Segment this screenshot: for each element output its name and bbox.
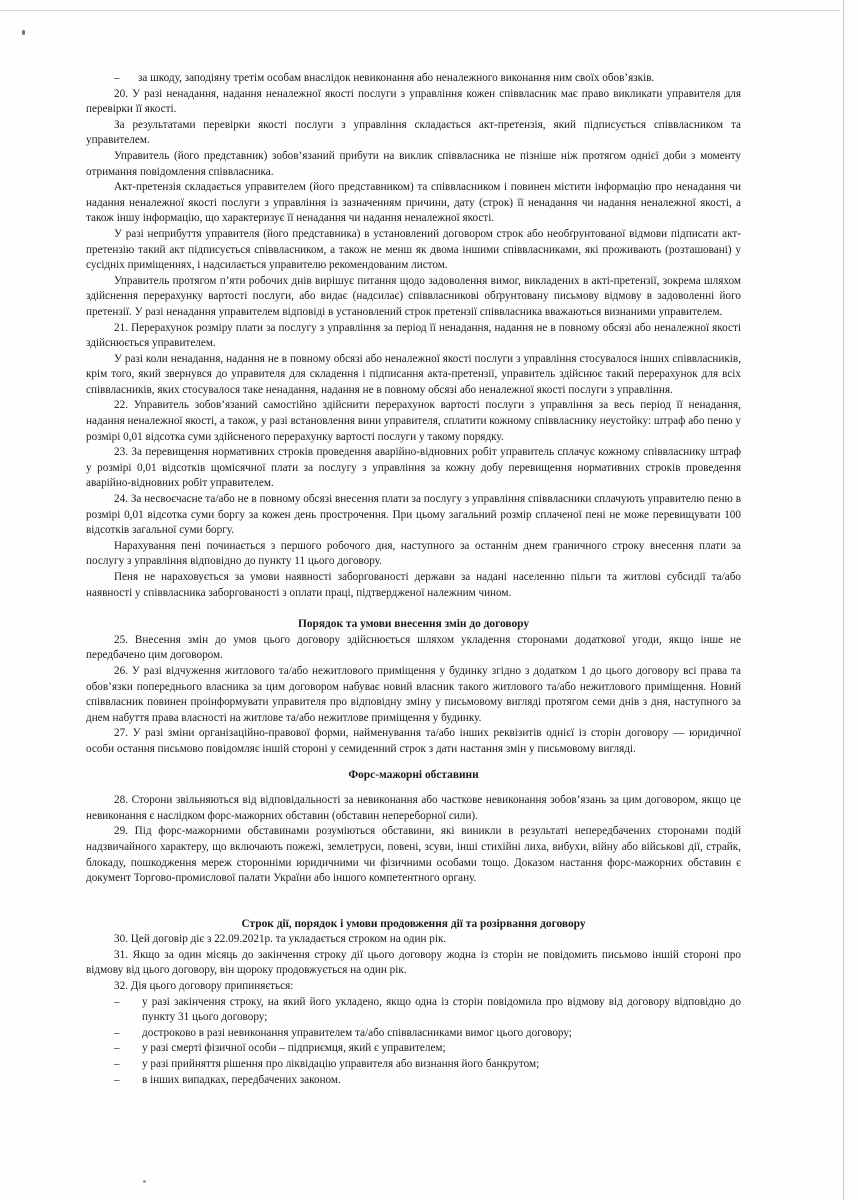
list-item: [86, 1041, 741, 1057]
list-item: [86, 995, 741, 1026]
paragraph: 24. За несвоєчасне та/або не в повному обсязі внесення плати за послугу з управління співвласники сплачують управителю пеню в розмірі 0,01 відсотка суми боргу за кожен день прострочення. При цьому загальний розмір сплаченої пені не може перевищувати 100 відсотків загальної суми боргу.: [86, 493, 741, 537]
list-item-text: за шкоду, заподіяну третім особам внаслідок невиконання або неналежного виконання ним своїх обов’язків.: [138, 72, 655, 84]
section-heading: Порядок та умови внесення змін до договору: [297, 618, 530, 631]
paragraph: Нарахування пені починається з першого робочого дня, наступного за останнім днем граничного строку внесення плати за послугу з управління відповідно до пункту 11 цього договору.: [86, 539, 741, 568]
paragraph: 28. Сторони звільняються від відповідальності за невиконання або часткове невиконання зобов’язань за цим договором, якщо це невиконання є наслідком форс-мажорних обставин (обставин непереборної сили).: [86, 794, 741, 822]
section-heading: Строк дії, порядок і умови продовження дії та розірвання договору: [241, 917, 586, 930]
list-dash: –: [114, 1058, 120, 1071]
list-item-text: у разі прийняття рішення про ліквідацію управителя або визнання його банкрутом;: [142, 1058, 540, 1071]
page-edge-right: [843, 0, 844, 1200]
paragraph: 20. У разі ненадання, надання неналежної якості послуги з управління кожен співвласник має право викликати управителя для перевірки її якості.: [86, 87, 741, 116]
spacer: [86, 758, 741, 768]
paragraph: За результатами перевірки якості послуги з управління складається акт-претензія, який підписується співвласником та управителем.: [86, 118, 741, 147]
list-item-text: у разі смерті фізичної особи – підприємця, який є управителем;: [142, 1042, 446, 1055]
paragraph: 23. За перевищення нормативних строків проведення аварійно-відновних робіт управитель сплачує кожному співвласнику штраф у розмірі 0,01 відсотків щомісячної плати за послугу з управління за кожну добу перевищення нормативних строків проведення аварійно-відновних робіт управителем.: [86, 446, 741, 490]
paragraph: 32. Дія цього договору припиняється:: [114, 980, 294, 993]
list-item-text: у разі закінчення строку, на який його укладено, якщо одна із сторін повідомила про відмову від договору відповідно до пункту 31 цього договору;: [142, 995, 741, 1024]
list-item: [86, 1026, 741, 1042]
document-body: [86, 71, 741, 1088]
paragraph: 21. Перерахунок розміру плати за послугу з управління за період її ненадання, надання не в повному обсязі або неналежної якості здійснюється управителем.: [86, 321, 741, 350]
page-edge-top: [0, 10, 840, 11]
paragraph: Управитель (його представник) зобов’язаний прибути на виклик співвласника не пізніше ніж протягом однієї доби з моменту отримання повідомлення співвласника.: [86, 149, 741, 178]
scan-mark: [22, 30, 25, 35]
paragraph: Управитель протягом п’яти робочих днів вирішує питання щодо задоволення вимог, викладених в акті-претензії, зокрема шляхом здійснення перерахунку вартості послуги, або видає (надсилає) співвласникові обґрунтовану письмову відмову в задоволенні його претензії. У разі ненадання управителем відповіді в установлений строк претензії співвласника вважаються визнаними управителем.: [86, 274, 741, 318]
list-dash: –: [114, 1026, 120, 1039]
scan-dot: [143, 1180, 146, 1183]
paragraph: 26. У разі відчуження житлового та/або нежитлового приміщення у будинку згідно з додатком 1 до цього договору всі права та обов’язки попереднього власника за цим договором набуває новий власник такого житлового та/або нежитлового приміщення. Новий співвласник повинен проінформувати управителя про відповідну зміну у письмовому вигляді протягом семи днів з дня, наступного за днем набуття права власності на житлове та/або нежитлове приміщення у будинку.: [86, 664, 741, 724]
list-item: [86, 1073, 741, 1089]
list-dash: –: [114, 72, 120, 84]
list-item-text: достроково в разі невиконання управителем та/або співвласниками вимог цього договору;: [142, 1026, 572, 1039]
paragraph: 22. Управитель зобов’язаний самостійно здійснити перерахунок вартості послуги з управління за весь період її ненадання, надання неналежної якості, а також, у разі встановлення вини управителя, сплатити кожному співвласнику неустойку: штраф або пеню у розмірі 0,01 відсотка суми здійсненого перерахунку вартості послуги у такому порядку.: [86, 399, 741, 443]
list-item-text: в інших випадках, передбачених законом.: [142, 1073, 341, 1086]
paragraph: 29. Під форс-мажорними обставинами розуміються обставини, які виникли в результаті непередбачених сторонами подій надзвичайного характеру, що включають пожежі, землетруси, повені, зсуви, інші стихійні лиха, вибухи, війну або військові дії, страйк, блокаду, пошкодження мереж сторонніми юридичними чи фізичними особами тощо. Доказом настання форс-мажорних обставин є документ Торгово-промислової палати України або іншого компетентного органу.: [86, 825, 741, 885]
list-dash: –: [114, 1042, 120, 1055]
list-item: [86, 71, 741, 87]
paragraph: 30. Цей договір діє з 22.09.2021р. та укладається строком на один рік.: [114, 933, 447, 946]
paragraph: У разі неприбуття управителя (його представника) в установлений договором строк або необґрунтованої відмови підписати акт-претензію такий акт підписується співвласником, а також не менш як двома іншими співвласниками, які проживають (розташовані) у сусідніх приміщеннях, і надсилається управителю рекомендованим листом.: [86, 227, 741, 272]
spacer: [86, 783, 741, 793]
list-item: [86, 1057, 741, 1073]
list-dash: –: [114, 1073, 120, 1086]
paragraph: У разі коли ненадання, надання не в повному обсязі або неналежної якості послуги з управління стосувалося інших співвласників, крім того, який звернувся до управителя для складення і підписання акта-претензії, управитель здійснює такий перерахунок для всіх співвласників, яких стосувалося таке ненадання, надання не в повному обсязі або неналежної якості послуги з управління.: [86, 352, 741, 396]
spacer: [86, 601, 741, 617]
paragraph: 25. Внесення змін до умов цього договору здійснюється шляхом укладення сторонами додаткової угоди, якщо інше не передбачено цим договором.: [86, 633, 741, 662]
paragraph: 31. Якщо за один місяць до закінчення строку дії цього договору жодна із сторін не повідомить письмово іншій стороні про відмову від цього договору, він щороку продовжується на один рік.: [86, 948, 741, 977]
section-heading: Форс-мажорні обставини: [348, 768, 479, 781]
paragraph: Пеня не нараховується за умови наявності заборгованості держави за надані населенню пільги та житлові субсидії та/або наявності у співвласника заборгованості з оплати праці, підтвердженої належним чином.: [86, 571, 741, 599]
paragraph: 27. У разі зміни організаційно-правової форми, найменування та/або інших реквізитів однієї із сторін договору — юридичної особи остання письмово повідомляє іншій стороні у семиденний строк з дати настання змін у письмовому вигляді.: [86, 727, 741, 755]
list-dash: –: [114, 995, 120, 1008]
paragraph: Акт-претензія складається управителем (його представником) та співвласником і повинен містити інформацію про ненадання чи надання неналежної якості послуги з управління із зазначенням причини, дату (строк) її ненадання чи надання неналежної якості, а також іншу інформацію, що характеризує її ненадання чи надання неналежної якості.: [86, 181, 741, 225]
spacer: [86, 887, 741, 917]
